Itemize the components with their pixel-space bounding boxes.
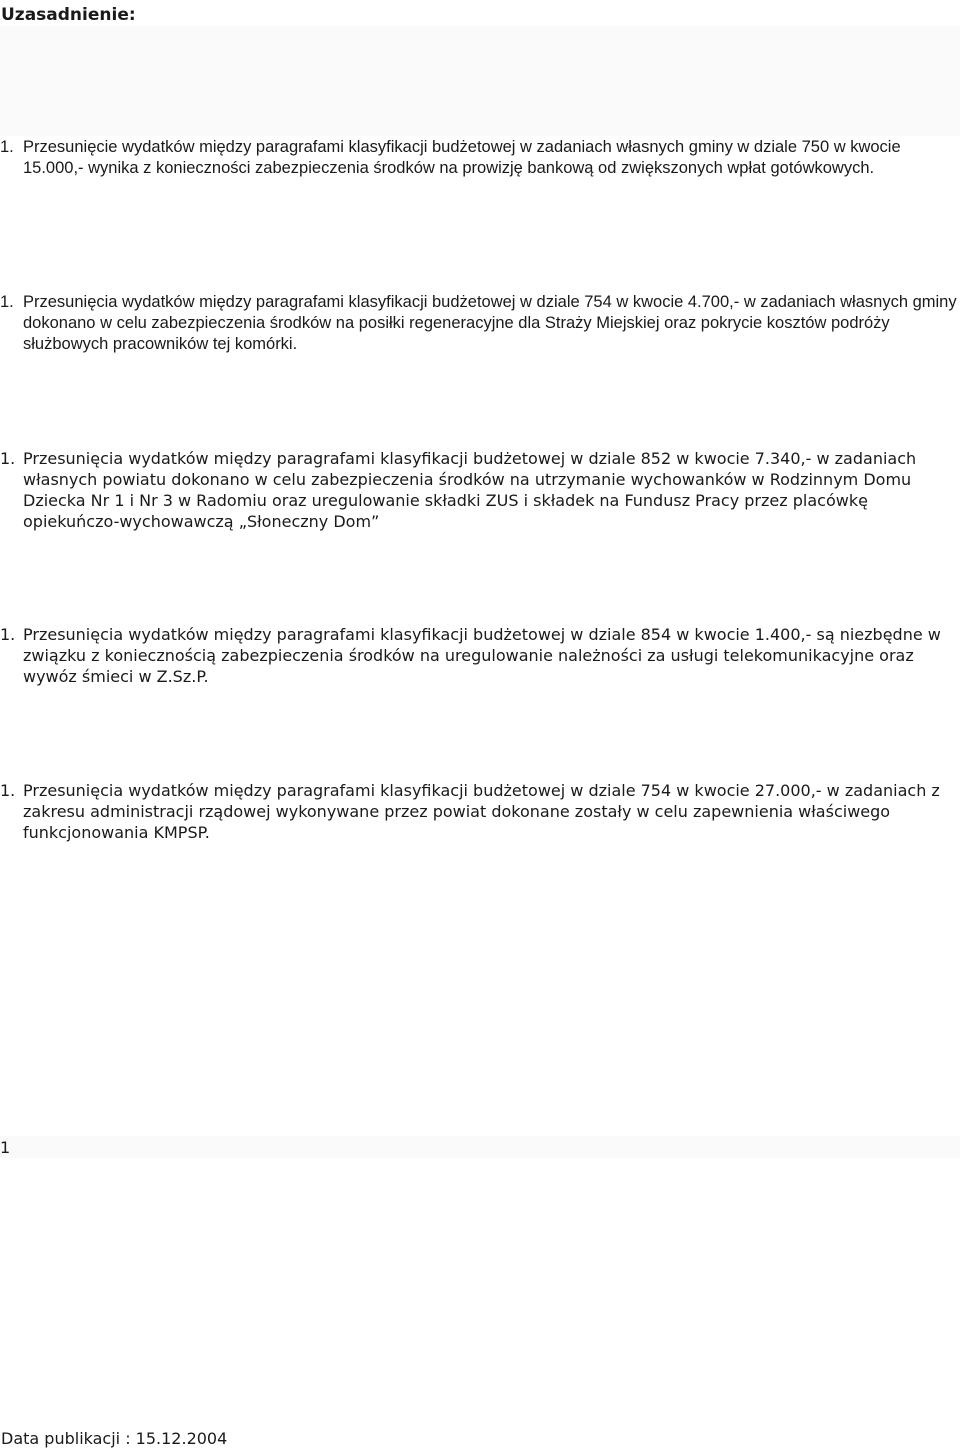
- item-text: Przesunięcie wydatków między paragrafami klasyfikacji budżetowej w zadaniach własnych gminy w dziale 750 w kwocie 15.000,- wynika z konieczności zabezpieczenia środków na prowizję bankową od zwiększonych wpłat gotówkowych.: [23, 138, 901, 177]
- page-number: 1: [0, 1138, 11, 1157]
- justification-item-2: [0, 292, 958, 355]
- item-text: Przesunięcia wydatków między paragrafami klasyfikacji budżetowej w dziale 754 w kwocie 4.700,- w zadaniach własnych gminy dokonano w celu zabezpieczenia środków na posiłki regeneracyjne dla Straży Miejskiej oraz pokrycie kosztów podróży służbowych pracowników tej komórki.: [23, 293, 957, 353]
- document-heading: Uzasadnienie:: [1, 5, 136, 25]
- item-text: Przesunięcia wydatków między paragrafami klasyfikacji budżetowej w dziale 854 w kwocie 1.400,- są niezbędne w związku z koniecznością zabezpieczenia środków na uregulowanie należności za usługi telekomunikacyjne oraz wywóz śmieci w Z.Sz.P.: [23, 625, 941, 686]
- background-band-bottom: [0, 1136, 960, 1158]
- publication-date: Data publikacji : 15.12.2004: [1, 1429, 228, 1448]
- justification-item-4: [0, 624, 958, 687]
- item-text: Przesunięcia wydatków między paragrafami klasyfikacji budżetowej w dziale 754 w kwocie 27.000,- w zadaniach z zakresu administracji rządowej wykonywane przez powiat dokonane zostały w celu zapewnienia właściwego funkcjonowania KMPSP.: [23, 781, 940, 842]
- justification-item-1: [0, 137, 958, 179]
- justification-item-3: [0, 448, 958, 532]
- item-number: 1.: [0, 293, 14, 311]
- item-number: 1.: [0, 138, 14, 156]
- item-number: 1.: [0, 449, 16, 468]
- background-band-top: [0, 26, 960, 136]
- item-number: 1.: [0, 781, 16, 800]
- item-number: 1.: [0, 625, 16, 644]
- justification-item-5: [0, 780, 958, 843]
- item-text: Przesunięcia wydatków między paragrafami klasyfikacji budżetowej w dziale 852 w kwocie 7.340,- w zadaniach własnych powiatu dokonano w celu zabezpieczenia środków na utrzymanie wychowanków w Rodzinnym Domu Dziecka Nr 1 i Nr 3 w Radomiu oraz uregulowanie składki ZUS i składek na Fundusz Pracy przez placówkę opiekuńczo-wychowawczą „Słoneczny Dom”: [23, 449, 917, 531]
